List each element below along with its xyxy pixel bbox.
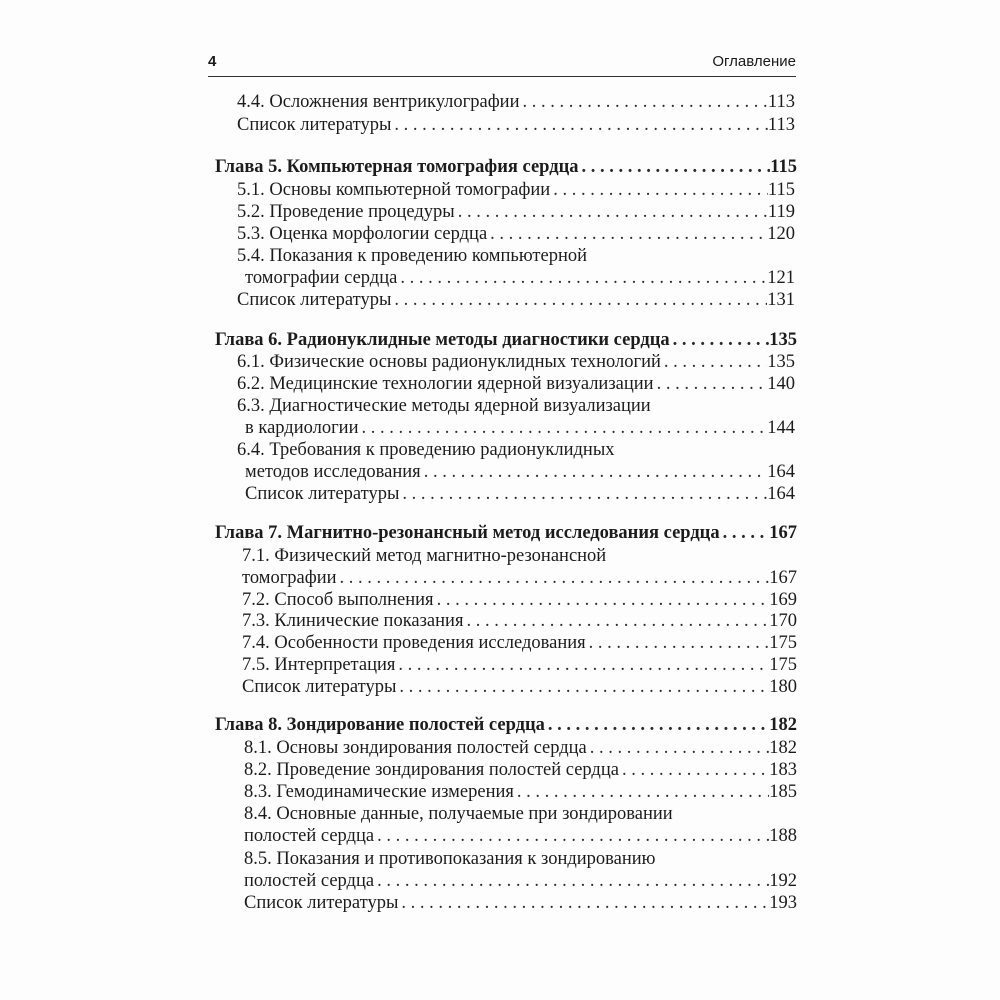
toc-page-number: 192 <box>769 871 797 891</box>
leader-dots <box>463 611 769 632</box>
toc-entry-ch6-references[interactable]: Список литературы . . . 164 <box>245 484 795 505</box>
leader-dots <box>421 462 768 483</box>
toc-page-number: 167 <box>769 523 797 543</box>
leader-dots <box>396 677 769 698</box>
toc-entry-6-2[interactable]: 6.2. Медицинские технологии ядерной визуализации . . . 140 <box>237 374 795 395</box>
leader-dots <box>397 268 767 289</box>
toc-page-number: 185 <box>769 782 797 802</box>
toc-page-number: 182 <box>769 715 797 735</box>
leader-dots <box>720 523 770 544</box>
running-title: Оглавление <box>712 53 796 70</box>
toc-entry-ch7-references[interactable]: Список литературы . . . 180 <box>242 677 797 698</box>
leader-dots <box>487 224 767 245</box>
toc-entry-8-3[interactable]: 8.3. Гемодинамические измерения . . . 185 <box>244 782 797 803</box>
toc-page-number: 188 <box>769 826 797 846</box>
leader-dots <box>455 202 768 223</box>
toc-entry-8-4-line1[interactable]: 8.4. Основные данные, получаемые при зондировании <box>244 804 673 824</box>
toc-page-number: 121 <box>767 268 795 288</box>
toc-page-number: 131 <box>767 290 795 310</box>
toc-entry-5-4-line2[interactable]: томографии сердца . . . 121 <box>245 268 795 289</box>
toc-entry-6-4-line1[interactable]: 6.4. Требования к проведению радионуклидных <box>237 440 615 460</box>
toc-entry-ch5-references[interactable]: Список литературы . . . 131 <box>237 290 795 311</box>
leader-dots <box>391 115 768 136</box>
toc-chapter-5[interactable]: Глава 5. Компьютерная томография сердца . . . 115 <box>215 157 797 178</box>
toc-page-number: 120 <box>767 224 795 244</box>
leader-dots <box>587 738 770 759</box>
leader-dots <box>399 484 767 505</box>
toc-entry-8-5-line1[interactable]: 8.5. Показания и противопоказания к зондированию <box>244 849 656 869</box>
toc-entry-5-3[interactable]: 5.3. Оценка морфологии сердца . . . 120 <box>237 224 795 245</box>
toc-entry-6-3-line2[interactable]: в кардиологии . . . 144 <box>245 418 795 439</box>
leader-dots <box>519 92 767 113</box>
leader-dots <box>545 715 769 736</box>
toc-page-number: 170 <box>769 611 797 631</box>
leader-dots <box>661 352 767 373</box>
toc-page-number: 144 <box>767 418 795 438</box>
leader-dots <box>391 290 767 311</box>
page-number: 4 <box>208 53 217 70</box>
toc-entry-6-1[interactable]: 6.1. Физические основы радионуклидных технологий . . . 135 <box>237 352 795 373</box>
toc-page-number: 164 <box>767 484 795 504</box>
toc-page-number: 180 <box>769 677 797 697</box>
leader-dots <box>395 655 769 676</box>
toc-page-number: 135 <box>767 352 795 372</box>
toc-page-number: 164 <box>767 462 795 482</box>
toc-entry-5-1[interactable]: 5.1. Основы компьютерной томографии . . . 115 <box>237 180 795 201</box>
toc-page-number: 175 <box>769 633 797 653</box>
toc-entry-5-2[interactable]: 5.2. Проведение процедуры . . . 119 <box>237 202 795 223</box>
toc-page-number: 135 <box>769 330 797 350</box>
toc-chapter-7[interactable]: Глава 7. Магнитно-резонансный метод исследования сердца . . . 167 <box>215 523 797 544</box>
toc-entry-7-5[interactable]: 7.5. Интерпретация . . . 175 <box>242 655 797 676</box>
toc-page-number: 182 <box>769 738 797 758</box>
leader-dots <box>434 590 770 611</box>
leader-dots <box>670 330 770 351</box>
toc-page-number: 175 <box>769 655 797 675</box>
leader-dots <box>337 568 770 589</box>
toc-entry-ch4-references[interactable]: Список литературы . . . 113 <box>237 115 795 136</box>
toc-page-number: 193 <box>769 893 797 913</box>
toc-page-number: 169 <box>769 590 797 610</box>
toc-entry-7-4[interactable]: 7.4. Особенности проведения исследования . . . 175 <box>242 633 797 654</box>
toc-page-number: 113 <box>767 115 795 135</box>
toc-entry-6-4-line2[interactable]: методов исследования . . . 164 <box>245 462 795 483</box>
toc-entry-7-3[interactable]: 7.3. Клинические показания . . . 170 <box>242 611 797 632</box>
toc-entry-8-5-line2[interactable]: полостей сердца . . . 192 <box>244 871 797 892</box>
leader-dots <box>374 871 769 892</box>
toc-entry-7-1-line2[interactable]: томографии . . . 167 <box>242 568 797 589</box>
leader-dots <box>578 157 770 178</box>
toc-entry-8-1[interactable]: 8.1. Основы зондирования полостей сердца . . . 182 <box>244 738 797 759</box>
leader-dots <box>586 633 770 654</box>
toc-entry-7-2[interactable]: 7.2. Способ выполнения . . . 169 <box>242 590 797 611</box>
leader-dots <box>619 760 769 781</box>
toc-entry-4-4[interactable]: 4.4. Осложнения вентрикулографии . . . 113 <box>237 92 795 113</box>
toc-entry-8-4-line2[interactable]: полостей сердца . . . 188 <box>244 826 797 847</box>
toc-chapter-8[interactable]: Глава 8. Зондирование полостей сердца . . . 182 <box>215 715 797 736</box>
toc-page-number: 183 <box>769 760 797 780</box>
leader-dots <box>374 826 769 847</box>
toc-page-number: 113 <box>767 92 795 112</box>
leader-dots <box>550 180 768 201</box>
toc-page-number: 119 <box>767 202 795 222</box>
toc-entry-5-4-line1[interactable]: 5.4. Показания к проведению компьютерной <box>237 246 588 266</box>
toc-entry-8-2[interactable]: 8.2. Проведение зондирования полостей сердца . . . 183 <box>244 760 797 781</box>
toc-page-number: 115 <box>770 157 797 177</box>
toc-page-number: 140 <box>767 374 795 394</box>
leader-dots <box>358 418 767 439</box>
toc-entry-ch8-references[interactable]: Список литературы . . . 193 <box>244 893 797 914</box>
leader-dots <box>654 374 768 395</box>
leader-dots <box>398 893 769 914</box>
toc-page-number: 167 <box>769 568 797 588</box>
toc-entry-7-1-line1[interactable]: 7.1. Физический метод магнитно-резонансной <box>242 546 607 566</box>
toc-page-number: 115 <box>767 180 795 200</box>
leader-dots <box>514 782 769 803</box>
toc-chapter-6[interactable]: Глава 6. Радионуклидные методы диагностики сердца . . . 135 <box>215 330 797 351</box>
toc-entry-6-3-line1[interactable]: 6.3. Диагностические методы ядерной визуализации <box>237 396 651 416</box>
